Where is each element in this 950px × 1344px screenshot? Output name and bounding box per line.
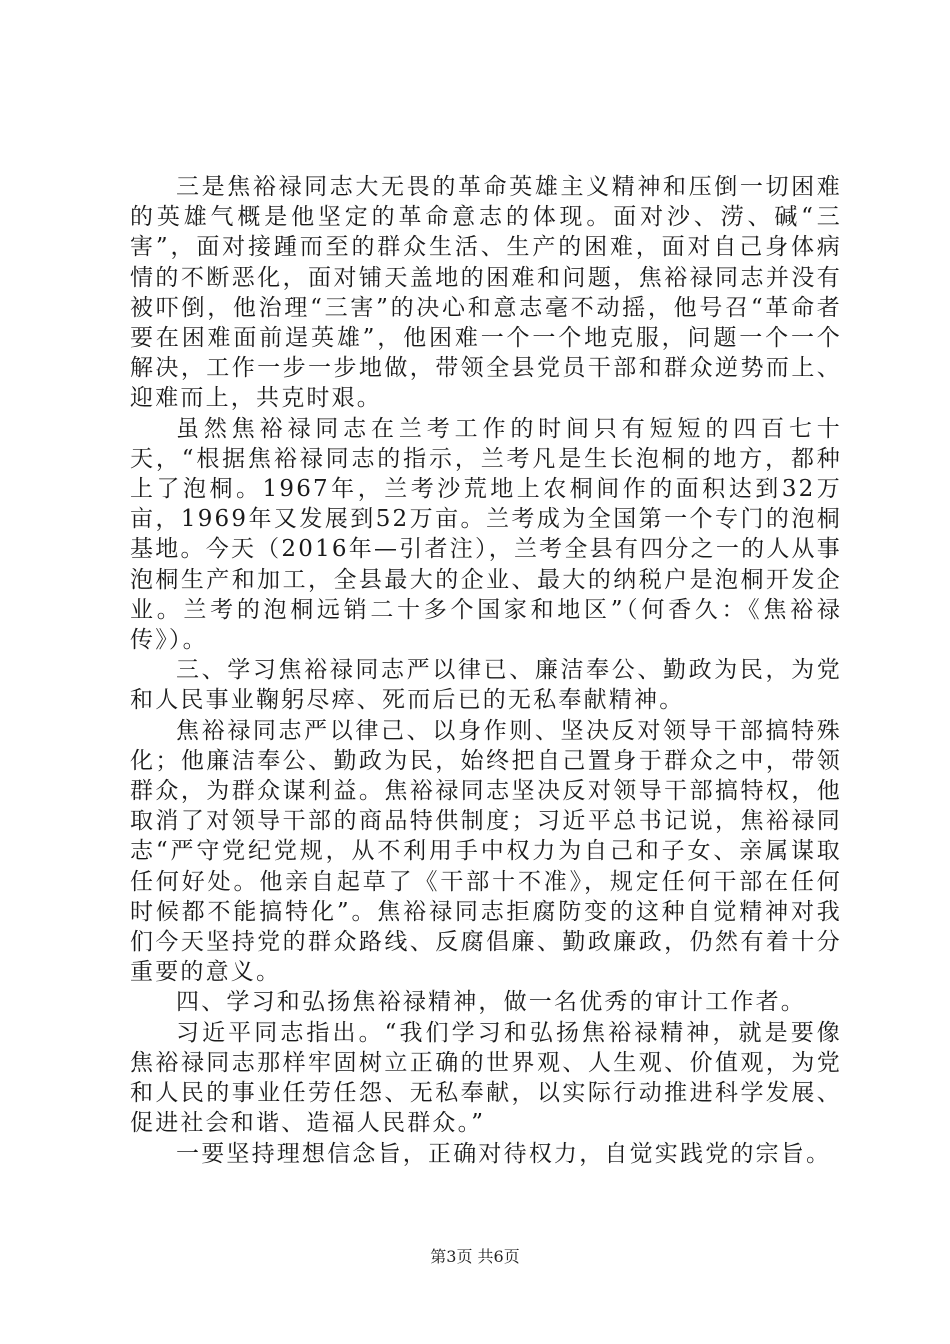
section-heading-three: 三、学习焦裕禄同志严以律已、廉洁奉公、勤政为民，为党和人民事业鞠躬尽瘁、死而后已的无私奉献精神。 [130,657,842,714]
paragraph-revolutionary-spirit: 三是焦裕禄同志大无畏的革命英雄主义精神和压倒一切困难的英雄气概是他坚定的革命意志的体现。面对沙、涝、碱“三害”，面对接踵而至的群众生活、生产的困难，面对自己身体病情的不断恶化，面对铺天盖地的困难和问题，焦裕禄同志并没有被吓倒，他治理“三害”的决心和意志毫不动摇，他号召“革命者要在困难面前逞英雄”，他困难一个一个地克服，问题一个一个解决，工作一步一步地做，带领全县党员干部和群众逆势而上、迎难而上，共克时艰。 [130,174,842,412]
paragraph-paulownia: 虽然焦裕禄同志在兰考工作的时间只有短短的四百七十天，“根据焦裕禄同志的指示，兰考凡是生长泡桐的地方，都种上了泡桐。1967年，兰考沙荒地上农桐间作的面积达到32万亩，1969年又发展到52万亩。兰考成为全国第一个专门的泡桐基地。今天（2016年—引者注），兰考全县有四分之一的人从事泡桐生产和加工，全县最大的企业、最大的纳税户是泡桐开发企业。兰考的泡桐远销二十多个国家和地区”（何香久：《焦裕禄传》）。 [130,415,842,654]
document-body [130,172,842,1169]
page-number-footer: 第3页 共6页 [430,1247,520,1266]
paragraph-point-one: 一要坚持理想信念旨，正确对待权力，自觉实践党的宗旨。 [176,1140,832,1167]
paragraph-integrity: 焦裕禄同志严以律己、以身作则、坚决反对领导干部搞特殊化；他廉洁奉公、勤政为民，始终把自己置身于群众之中，带领群众，为群众谋利益。焦裕禄同志坚决反对领导干部搞特权，他取消了对领导干部的商品特供制度；习近平总书记说，焦裕禄同志“严守党纪党规，从不利用手中权力为自己和子女、亲属谋取任何好处。他亲自起草了《干部十不准》，规定任何干部在任何时候都不能搞特化”。焦裕禄同志拒腐防变的这种自觉精神对我们今天坚持党的群众路线、反腐倡廉、勤政廉政，仍然有着十分重要的意义。 [130,717,842,986]
paragraph-xi-quote: 习近平同志指出。“我们学习和弘扬焦裕禄精神，就是要像焦裕禄同志那样牢固树立正确的世界观、人生观、价值观，为党和人民的事业任劳任怨、无私奉献，以实际行动推进科学发展、促进社会和谐、造福人民群众。” [130,1019,842,1137]
section-heading-four: 四、学习和弘扬焦裕禄精神，做一名优秀的审计工作者。 [176,989,806,1016]
